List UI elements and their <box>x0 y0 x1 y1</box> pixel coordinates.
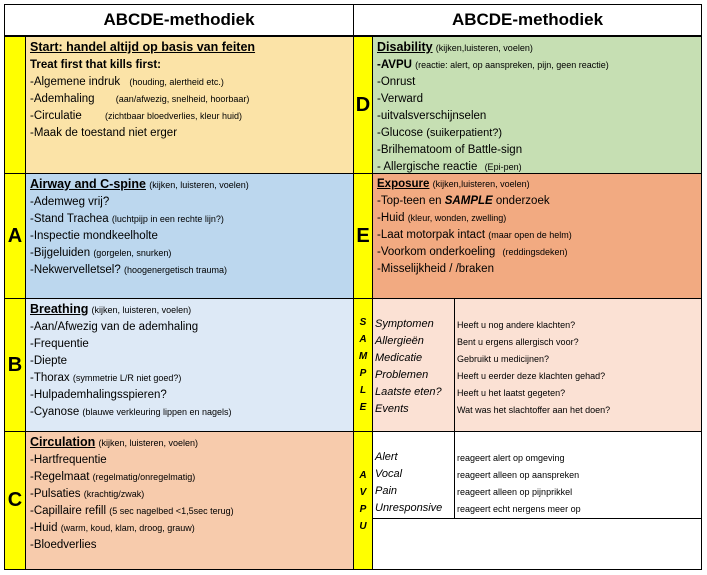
avpu-term: Unresponsive <box>375 502 443 514</box>
sample-letter: M <box>358 351 368 362</box>
airway-letter-text: A <box>7 224 23 247</box>
breathing-letter <box>4 298 26 432</box>
left-header-title: ABCDE-methodiek <box>103 10 255 29</box>
breathing-letter-text: B <box>7 353 23 376</box>
circulation-item: -Pulsaties (krachtig/zwak) <box>30 488 145 500</box>
disability-item: -Brilhematoom of Battle-sign <box>377 144 523 156</box>
avpu-letter: P <box>359 503 367 515</box>
avpu-description: reageert alleen op pijnprikkel <box>457 487 573 497</box>
breathing-item: -Hulpademhalingsspieren? <box>30 389 167 401</box>
circulation-item: -Capillaire refill (5 sec nagelbed <1,5sec terug) <box>30 505 234 517</box>
sample-letter: L <box>359 385 367 396</box>
airway-item: -Ademweg vrij? <box>30 196 110 208</box>
sample-letters <box>353 298 373 432</box>
avpu-empty-row <box>372 518 702 570</box>
sample-term: Problemen <box>375 369 429 381</box>
airway-title-note: (kijken, luisteren, voelen) <box>149 180 249 190</box>
exposure-item: -Laat motorpak intact (maar open de helm) <box>377 229 572 241</box>
avpu-letters <box>353 431 373 570</box>
circulation-item: -Regelmaat (regelmatig/onregelmatig) <box>30 471 196 483</box>
sample-question: Bent u ergens allergisch voor? <box>457 337 579 347</box>
right-header <box>353 4 702 36</box>
disability-title: Disability <box>377 40 433 54</box>
left-header <box>4 4 354 36</box>
exposure-item: -Huid (kleur, wonden, zwelling) <box>377 212 507 224</box>
disability-letter-text: D <box>355 93 371 116</box>
breathing-title-note: (kijken, luisteren, voelen) <box>91 305 192 315</box>
breathing-item: -Aan/Afwezig van de ademhaling <box>30 321 199 333</box>
avpu-term: Vocal <box>375 468 403 480</box>
disability-title-note: (kijken,luisteren, voelen) <box>435 43 533 53</box>
sample-question: Heeft u eerder deze klachten gehad? <box>457 371 606 381</box>
start-item: -Maak de toestand niet erger <box>30 127 178 139</box>
avpu-description: reageert alleen op aanspreken <box>457 470 580 480</box>
disability-item: - Allergische reactie (Epi-pen) <box>377 161 522 173</box>
breathing-item: -Frequentie <box>30 338 89 350</box>
sample-term: Allergieën <box>375 335 424 347</box>
airway-item: -Stand Trachea (luchtpijp in een rechte lijn?) <box>30 213 224 225</box>
airway-title: Airway and C-spine <box>30 177 146 191</box>
breathing-item: -Cyanose (blauwe verkleuring lippen en nagels) <box>30 406 232 418</box>
avpu-letter: A <box>359 469 367 481</box>
breathing-item: -Diepte <box>30 355 68 367</box>
start-subtitle: Treat first that kills first: <box>30 59 162 71</box>
breathing-box <box>25 298 354 432</box>
start-item: -Ademhaling (aan/afwezig, snelheid, hoorbaar) <box>30 93 250 105</box>
circulation-item: -Huid (warm, koud, klam, droog, grauw) <box>30 522 195 534</box>
airway-letter <box>4 173 26 299</box>
airway-box <box>25 173 354 299</box>
sample-question: Gebruikt u medicijnen? <box>457 354 550 364</box>
start-item: -Algemene indruk (houding, alertheid etc.) <box>30 76 224 88</box>
disability-item: -Glucose (suikerpatient?) <box>377 127 503 139</box>
exposure-title-note: (kijken,luisteren, voelen) <box>432 179 530 189</box>
avpu-term: Alert <box>375 451 398 463</box>
right-header-title: ABCDE-methodiek <box>451 10 604 29</box>
sample-question: Wat was het slachtoffer aan het doen? <box>457 405 611 415</box>
disability-box <box>372 36 702 174</box>
exposure-letter <box>353 173 373 299</box>
avpu-letter: V <box>359 486 367 498</box>
sample-letter: E <box>359 402 367 413</box>
avpu-letter: U <box>359 520 367 532</box>
circulation-letter-text: C <box>7 489 23 511</box>
sample-term: Laatste eten? <box>375 386 442 398</box>
start-title: Start: handel altijd op basis van feiten <box>30 40 256 54</box>
disability-item: -Onrust <box>377 76 416 88</box>
exposure-box <box>372 173 702 299</box>
avpu-term: Pain <box>375 485 398 497</box>
disability-item: -Verward <box>377 93 424 105</box>
exposure-letter-text: E <box>356 224 370 247</box>
exposure-title: Exposure <box>377 178 430 190</box>
sample-term: Symptomen <box>375 318 434 330</box>
disability-item: -uitvalsverschijnselen <box>377 110 487 122</box>
sample-term: Medicatie <box>375 352 423 364</box>
breathing-item: -Thorax (symmetrie L/R niet goed?) <box>30 372 182 384</box>
circulation-box <box>25 431 354 570</box>
circulation-title-note: (kijken, luisteren, voelen) <box>98 438 199 448</box>
circulation-item: -Hartfrequentie <box>30 454 107 466</box>
sample-question: Heeft u nog andere klachten? <box>457 320 576 330</box>
circulation-letter <box>4 431 26 570</box>
disability-letter <box>353 36 373 174</box>
exposure-item: -Voorkom onderkoeling (reddingsdeken) <box>377 246 568 258</box>
airway-item: -Nekwervelletsel? (hoogenergetisch trauma) <box>30 264 228 276</box>
breathing-title: Breathing <box>30 302 89 316</box>
avpu-description: reageert alert op omgeving <box>457 453 565 463</box>
sample-question: Heeft u het laatst gegeten? <box>457 388 566 398</box>
sample-letter: S <box>359 317 367 328</box>
start-box <box>25 36 354 174</box>
airway-item: -Bijgeluiden (gorgelen, snurken) <box>30 247 172 259</box>
sample-letter: P <box>359 368 367 379</box>
exposure-item: -Misselijkheid / /braken <box>377 263 494 275</box>
sample-letter: A <box>359 334 367 345</box>
sample-term: Events <box>375 403 409 415</box>
circulation-title: Circulation <box>30 435 96 449</box>
exposure-item: -Top-teen en SAMPLE onderzoek <box>377 195 550 207</box>
circulation-item: -Bloedverlies <box>30 539 97 551</box>
airway-item: -Inspectie mondkeelholte <box>30 230 158 242</box>
start-letter-cell <box>4 36 26 174</box>
start-item: -Circulatie (zichtbaar bloedverlies, kleur huid) <box>30 110 243 122</box>
disability-avpu: -AVPU (reactie: alert, op aanspreken, pijn, geen reactie) <box>377 59 609 71</box>
avpu-description: reageert echt nergens meer op <box>457 504 581 514</box>
